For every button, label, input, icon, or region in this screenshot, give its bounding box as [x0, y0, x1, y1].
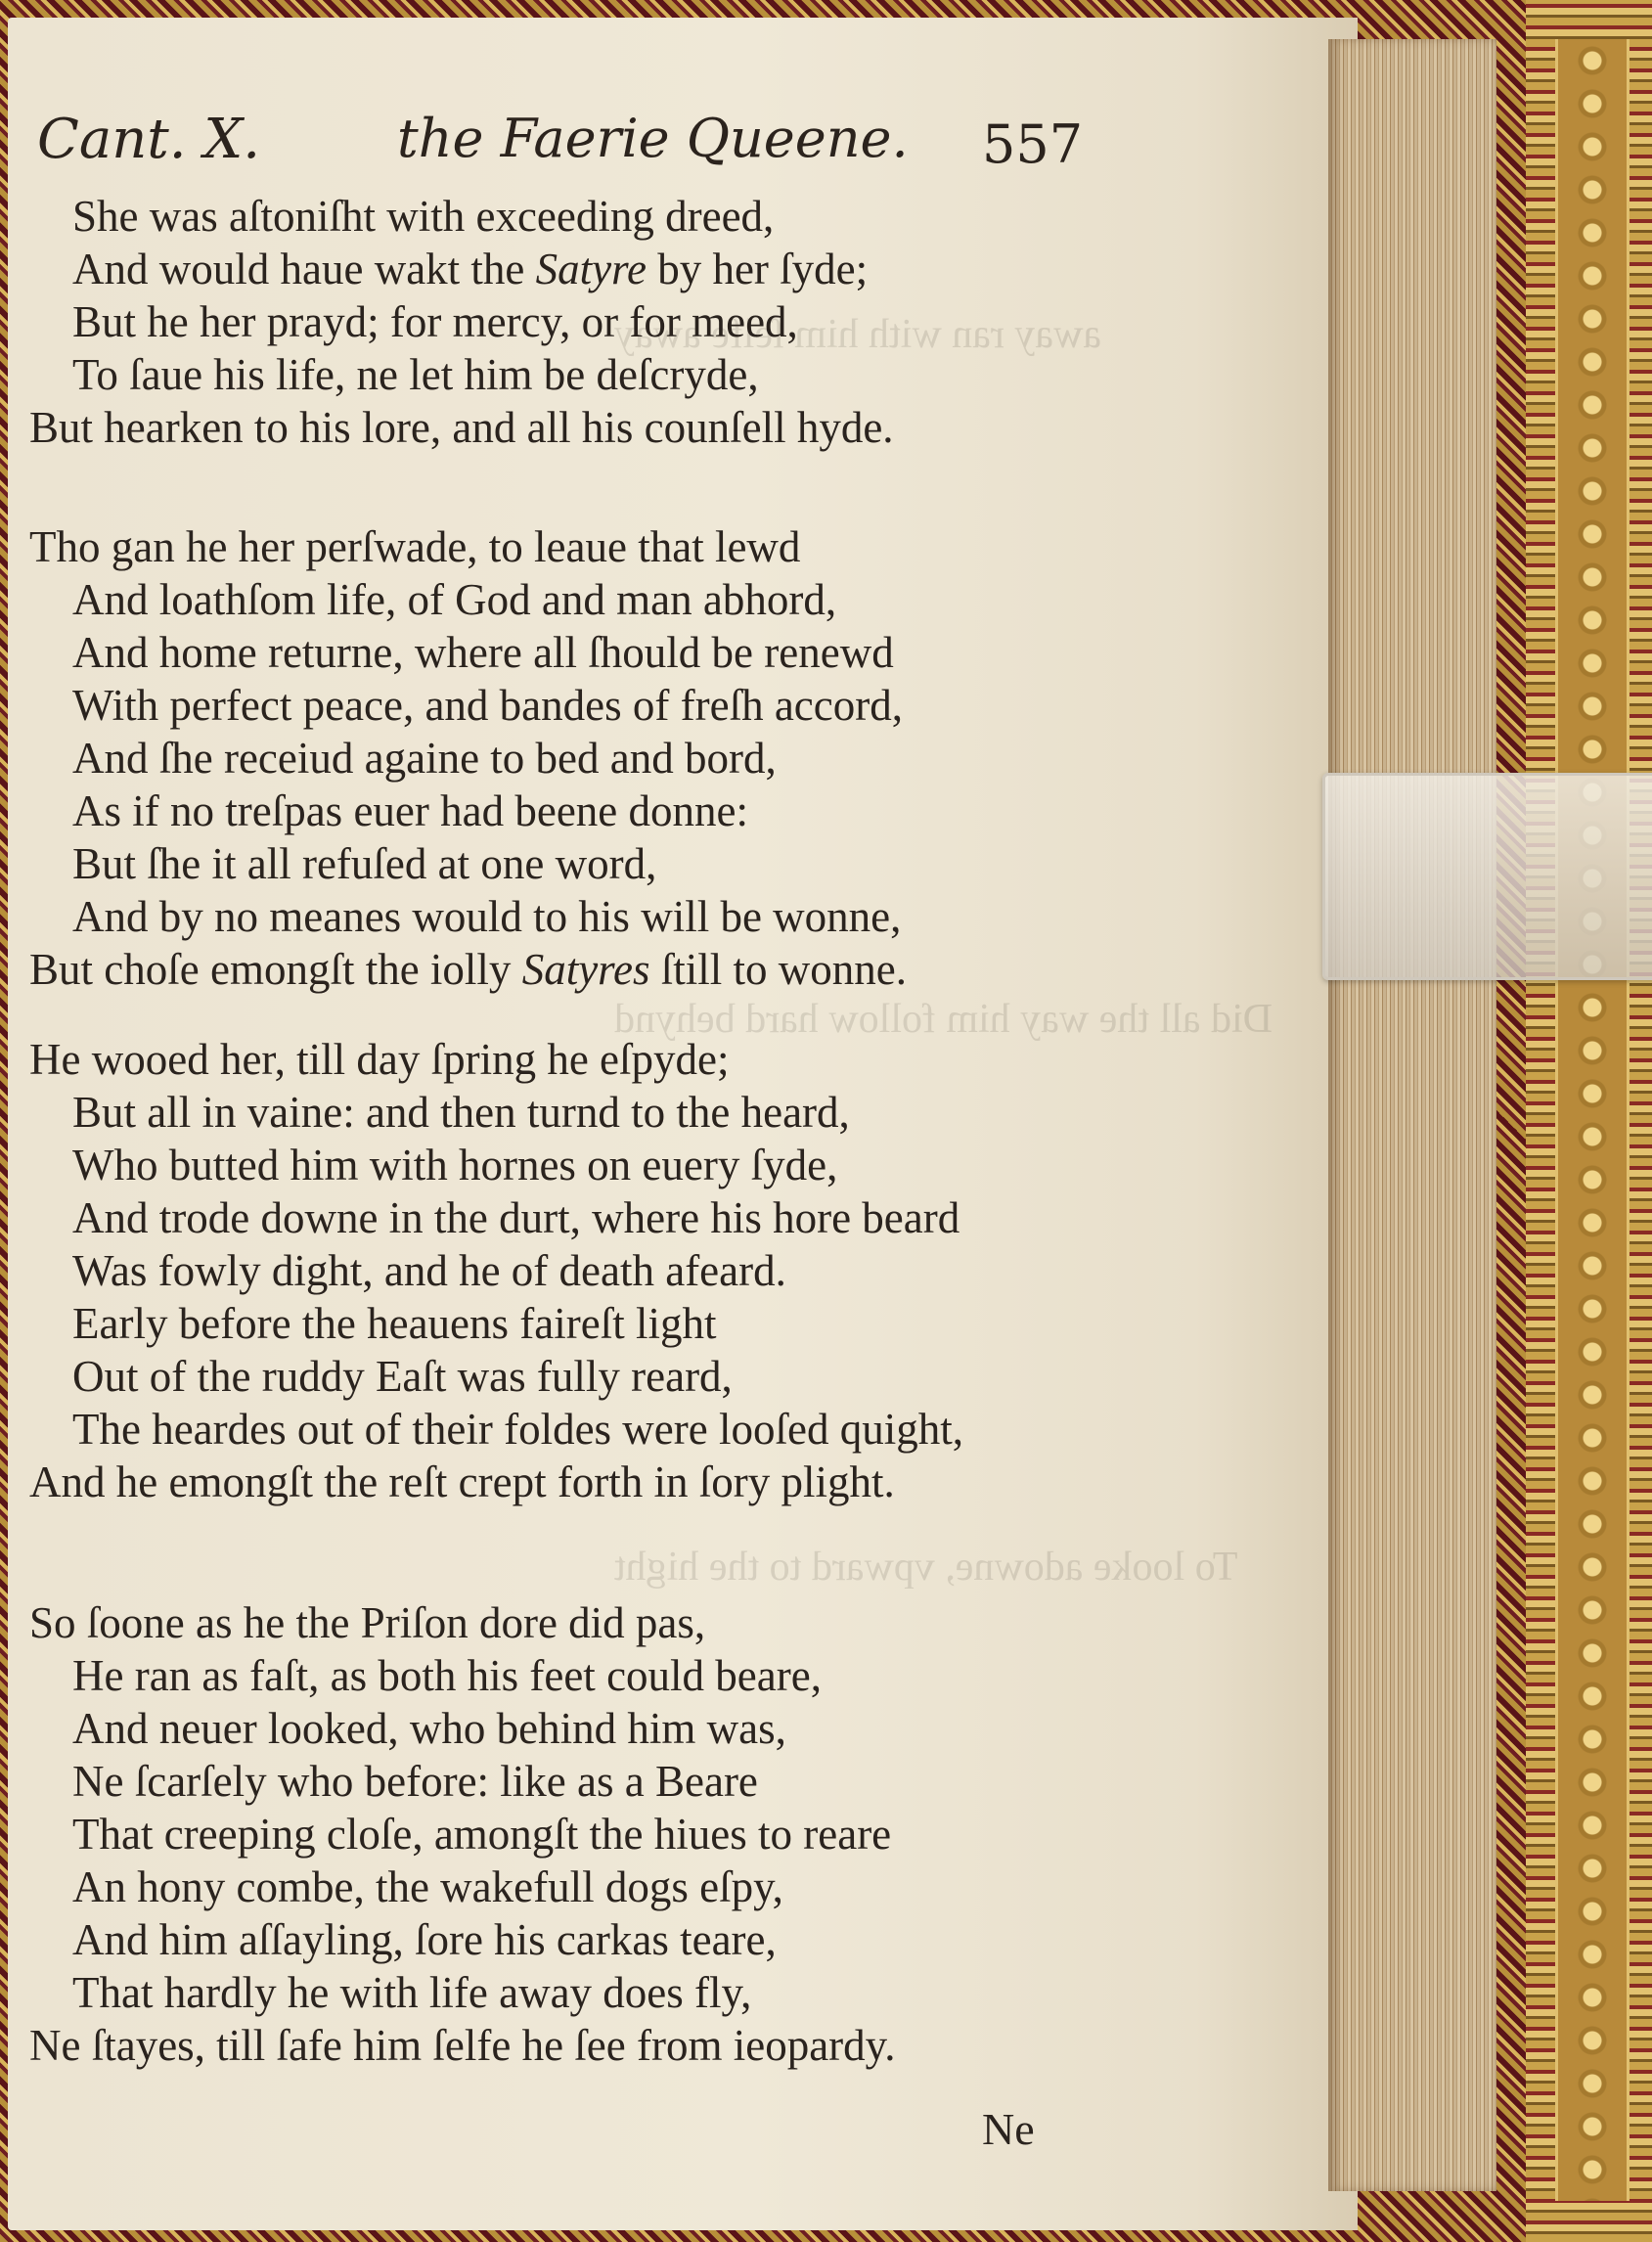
verse-line	[29, 243, 894, 295]
page-edges	[1328, 39, 1496, 2191]
verse-line: He wooed her, till day ſpring he eſpyde;	[29, 1035, 730, 1084]
verse-line: And him aſſayling, ſore his carkas teare,	[72, 1915, 777, 1964]
verse-fragment: ſtill to wonne.	[649, 945, 907, 994]
stanza	[29, 520, 907, 996]
page-number: 557	[982, 113, 1084, 175]
verse-line: Out of the ruddy Eaſt was fully reard,	[72, 1352, 733, 1401]
stanza	[29, 190, 894, 454]
verse-line: An hony combe, the wakefull dogs eſpy,	[72, 1862, 783, 1911]
verse-line: And trode downe in the durt, where his hore beard	[72, 1193, 960, 1242]
verse-line: That creeping cloſe, amongſt the hiues to reare	[72, 1810, 892, 1859]
ornament-strip	[1555, 39, 1630, 2201]
verse-line	[29, 943, 907, 996]
verse-fragment: But choſe emongſt the iolly	[29, 945, 522, 994]
show-through-text: To looke adowne, vpward to the hight	[614, 1545, 1238, 1590]
verse-line: But hearken to his lore, and all his counſell hyde.	[29, 403, 894, 452]
verse-line: But he her prayd; for mercy, or for meed,	[72, 297, 798, 346]
verse-line: The heardes out of their foldes were looſed quight,	[72, 1405, 963, 1454]
verse-line: And home returne, where all ſhould be renewd	[72, 628, 894, 677]
verse-line: But all in vaine: and then turnd to the heard,	[72, 1088, 850, 1137]
clear-bookmark-clip	[1322, 773, 1652, 980]
verse-line: Who butted him with hornes on euery ſyde,	[72, 1141, 838, 1189]
verse-line: But ſhe it all refuſed at one word,	[72, 839, 657, 888]
verse-line: Ne ſtayes, till ſafe him ſelfe he ſee from ieopardy.	[29, 2021, 896, 2070]
running-head	[37, 108, 1094, 186]
catchword: Ne	[982, 2104, 1035, 2154]
stanza	[29, 1033, 963, 1508]
verse-line: So ſoone as he the Priſon dore did pas,	[29, 1598, 706, 1647]
verse-line: That hardly he with life away does fly,	[72, 1968, 752, 2017]
show-through-text: Did all the way him follow hard behynd	[614, 997, 1273, 1042]
book-page	[8, 18, 1358, 2230]
verse-line: And neuer looked, who behind him was,	[72, 1704, 786, 1753]
italic-name: Satyre	[535, 245, 647, 293]
verse-line: With perfect peace, and bandes of freſh accord,	[72, 681, 903, 730]
verse-line: Was fowly dight, and he of death afeard.	[72, 1246, 786, 1295]
canto-label: Cant. X.	[37, 108, 261, 171]
verse-line: Ne ſcarſely who before: like as a Beare	[72, 1757, 758, 1806]
italic-name: Satyres	[521, 945, 650, 994]
verse-line: To ſaue his life, ne let him be deſcryde,	[72, 350, 759, 399]
verse-line: And he emongſt the reſt crept forth in ſory plight.	[29, 1457, 895, 1506]
verse-line: And ſhe receiud againe to bed and bord,	[72, 734, 777, 783]
verse-line: And by no meanes would to his will be wonne,	[72, 892, 902, 941]
verse-fragment: And would haue wakt the	[72, 245, 536, 293]
show-through-text: away ran with him ſelfe away	[614, 312, 1101, 357]
verse-line: As if no treſpas euer had beene donne:	[72, 786, 748, 835]
verse-line: And loathſom life, of God and man abhord,	[72, 575, 837, 624]
running-title: the Faerie Queene.	[397, 108, 909, 169]
stanza	[29, 1596, 895, 2072]
verse-line: She was aſtoniſht with exceeding dreed,	[72, 192, 775, 241]
verse-line: Tho gan he her perſwade, to leaue that lewd	[29, 522, 801, 571]
verse-line: He ran as faſt, as both his feet could beare,	[72, 1651, 822, 1700]
verse-fragment: by her ſyde;	[646, 245, 869, 293]
verse-line: Early before the heauens faireſt light	[72, 1299, 717, 1348]
